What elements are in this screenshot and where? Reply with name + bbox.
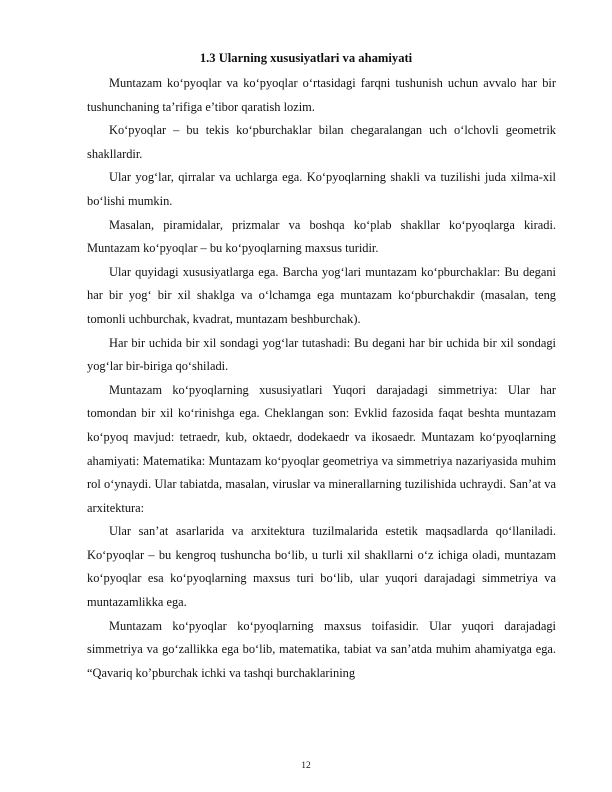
paragraph: Muntazam ko‘pyoqlar va ko‘pyoqlar o‘rtasidagi farqni tushunish uchun avvalo har bir tushunchaning ta’rifiga e’tibor qaratish lozim.: [87, 76, 556, 114]
paragraph: Masalan, piramidalar, prizmalar va boshqa ko‘plab shakllar ko‘pyoqlarga kiradi. Muntazam ko‘pyoqlar – bu ko‘pyoqlarning maxsus turidir.: [87, 217, 556, 256]
paragraph: Har bir uchida bir xil sondagi yog‘lar tutashadi: Bu degani har bir uchida bir xil sondagi yog‘lar bir-biriga qo‘shiladi.: [87, 335, 556, 374]
paragraph: Ko‘pyoqlar – bu tekis ko‘pburchaklar bilan chegaralangan uch o‘lchovli geometrik shakllardir.: [87, 123, 556, 161]
page-number: 12: [301, 761, 311, 771]
paragraph: Ular quyidagi xususiyatlarga ega. Barcha yog‘lari muntazam ko‘pburchaklar: Bu degani har bir yog‘ bir xil shaklga va o‘lchamga ega muntazam ko‘pburchakdir (masalan, teng tomonli uchburchak, kvadrat, muntazam beshburchak).: [87, 264, 556, 326]
section-heading: 1.3 Ularning xususiyatlari va ahamiyati: [199, 51, 413, 65]
body-text: [87, 72, 556, 685]
paragraph: Ular yog‘lar, qirralar va uchlarga ega. Ko‘pyoqlarning shakli va tuzilishi juda xilma-xil bo‘lishi mumkin.: [87, 170, 556, 208]
paragraph: Ular san’at asarlarida va arxitektura tuzilmalarida estetik maqsadlarda qo‘llaniladi. Ko‘pyoqlar – bu kengroq tushuncha bo‘lib, u turli xil shakllarni o‘z ichiga oladi, muntazam ko‘pyoqlar esa ko‘pyoqlarning maxsus turi bo‘lib, ular yuqori darajadagi simmetriya va muntazamlikka ega.: [87, 524, 556, 610]
paragraph: Muntazam ko‘pyoqlarning xususiyatlari Yuqori darajadagi simmetriya: Ular har tomondan bir xil ko‘rinishga ega. Cheklangan son: Evklid fazosida faqat beshta muntazam ko‘pyoq mavjud: tetraedr, kub, oktaedr, dodekaedr va ikosaedr. Muntazam ko‘pyoqlarning ahamiyati: Matematika: Muntazam ko‘pyoqlar geometriya va simmetriya nazariyasida muhim rol o‘ynaydi. Ular tabiatda, masalan, viruslar va minerallarning tuzilishida uchraydi. San’at va arxitektura:: [87, 382, 556, 515]
paragraph: Muntazam ko‘pyoqlar ko‘pyoqlarning maxsus toifasidir. Ular yuqori darajadagi simmetriya va go‘zallikka ega bo‘lib, matematika, tabiat va san’atda muhim ahamiyatga ega. “Qavariq ko’pburchak ichki va tashqi burchaklarining: [87, 618, 556, 680]
